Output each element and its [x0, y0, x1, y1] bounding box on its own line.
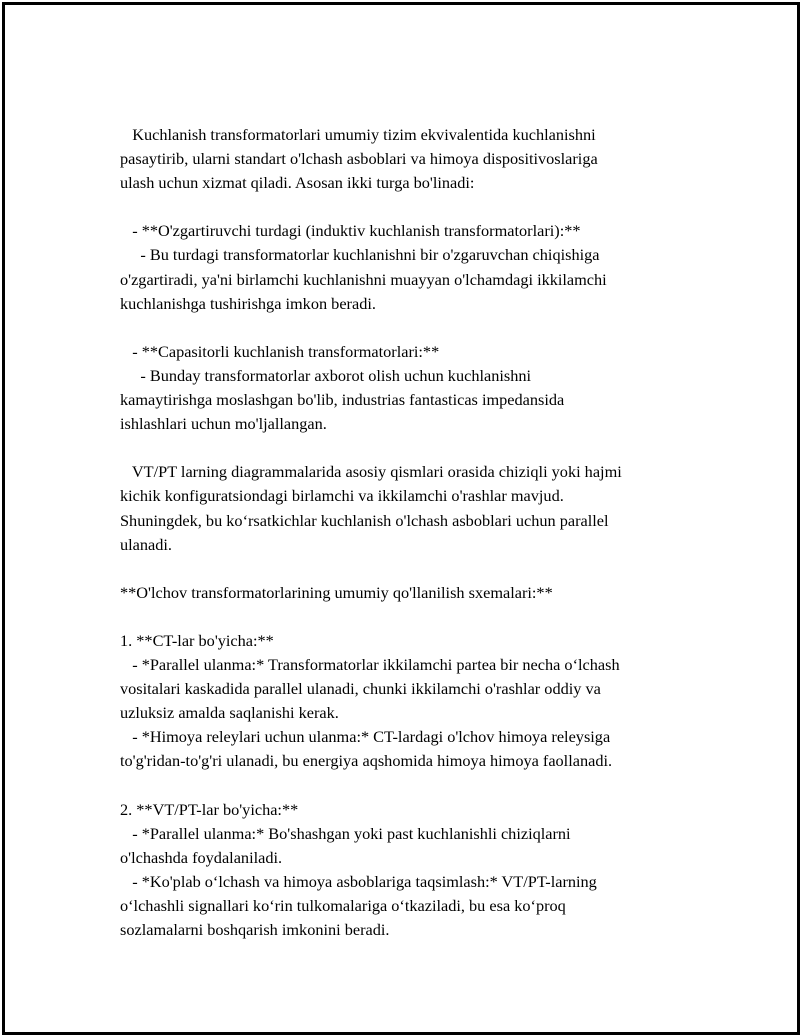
spacer — [120, 436, 710, 460]
text-line: - *Himoya releylari uchun ulanma:* CT-lardagi o'lchov himoya releysiga — [120, 727, 611, 747]
text-line: kamaytirishga moslashgan bo'lib, industrias fantasticas impedansida — [120, 390, 565, 410]
text-line: - **O'zgartiruvchi turdagi (induktiv kuchlanish transformatorlari):** — [120, 221, 581, 241]
text-line: VT/PT larning diagrammalarida asosiy qismlari orasida chiziqli yoki hajmi — [120, 462, 622, 482]
intro-paragraph — [120, 123, 710, 195]
section-heading: **O'lchov transformatorlarining umumiy qo'llanilish sxemalari:** — [120, 582, 553, 602]
text-line: o'zgartiradi, ya'ni birlamchi kuchlanishni muayyan o'lchamdagi ikkilamchi — [120, 269, 607, 289]
page-frame — [2, 2, 800, 1035]
text-line: o'lchashda foydalaniladi. — [120, 847, 283, 867]
spacer — [120, 316, 710, 340]
type2-block — [120, 340, 710, 436]
spacer — [120, 195, 710, 219]
text-line: 1. **CT-lar bo'yicha:** — [120, 630, 274, 650]
spacer — [120, 605, 710, 629]
text-line: Kuchlanish transformatorlari umumiy tizim ekvivalentida kuchlanishni — [120, 125, 596, 144]
text-line: o‘lchashli signallari ko‘rin tulkomalariga o‘tkaziladi, bu esa ko‘proq — [120, 896, 566, 915]
vtpt-section — [120, 798, 710, 943]
text-line: ulash uchun xizmat qiladi. Asosan ikki turga bo'linadi: — [120, 173, 475, 193]
text-line: uzluksiz amalda saqlanishi kerak. — [120, 703, 339, 723]
ct-section — [120, 629, 710, 774]
document-body — [120, 123, 710, 942]
text-line: - *Parallel ulanma:* Transformatorlar ikkilamchi partea bir necha o‘lchash — [120, 655, 620, 675]
text-line: ishlashlari uchun mo'ljallangan. — [120, 414, 327, 434]
text-line: vositalari kaskadida parallel ulanadi, chunki ikkilamchi o'rashlar oddiy va — [120, 679, 601, 699]
text-line: kuchlanishga tushirishga imkon beradi. — [120, 293, 376, 313]
text-line: ulanadi. — [120, 534, 172, 554]
text-line: - Bunday transformatorlar axborot olish uchun kuchlanishni — [120, 365, 532, 385]
text-line: - **Capasitorli kuchlanish transformatorlari:** — [120, 341, 440, 361]
text-line: - *Ko'plab o‘lchash va himoya asboblariga taqsimlash:* VT/PT-larning — [120, 871, 597, 891]
text-line: Shuningdek, bu ko‘rsatkichlar kuchlanish o'lchash asboblari uchun parallel — [120, 510, 609, 530]
type1-block — [120, 219, 710, 315]
text-line: - *Parallel ulanma:* Bo'shashgan yoki past kuchlanishli chiziqlarni — [120, 823, 571, 843]
spacer — [120, 774, 710, 798]
vtpt-paragraph — [120, 460, 710, 556]
spacer — [120, 557, 710, 581]
text-line: 2. **VT/PT-lar bo'yicha:** — [120, 799, 299, 819]
text-line: pasaytirib, ularni standart o'lchash asboblari va himoya dispositivoslariga — [120, 149, 598, 169]
text-line: to'g'ridan-to'g'ri ulanadi, bu energiya aqshomida himoya himoya faollanadi. — [120, 751, 613, 771]
text-line: - Bu turdagi transformatorlar kuchlanishni bir o'zgaruvchan chiqishiga — [120, 245, 600, 265]
text-line: kichik konfiguratsiondagi birlamchi va ikkilamchi o'rashlar mavjud. — [120, 486, 564, 506]
text-line: sozlamalarni boshqarish imkonini beradi. — [120, 920, 390, 940]
